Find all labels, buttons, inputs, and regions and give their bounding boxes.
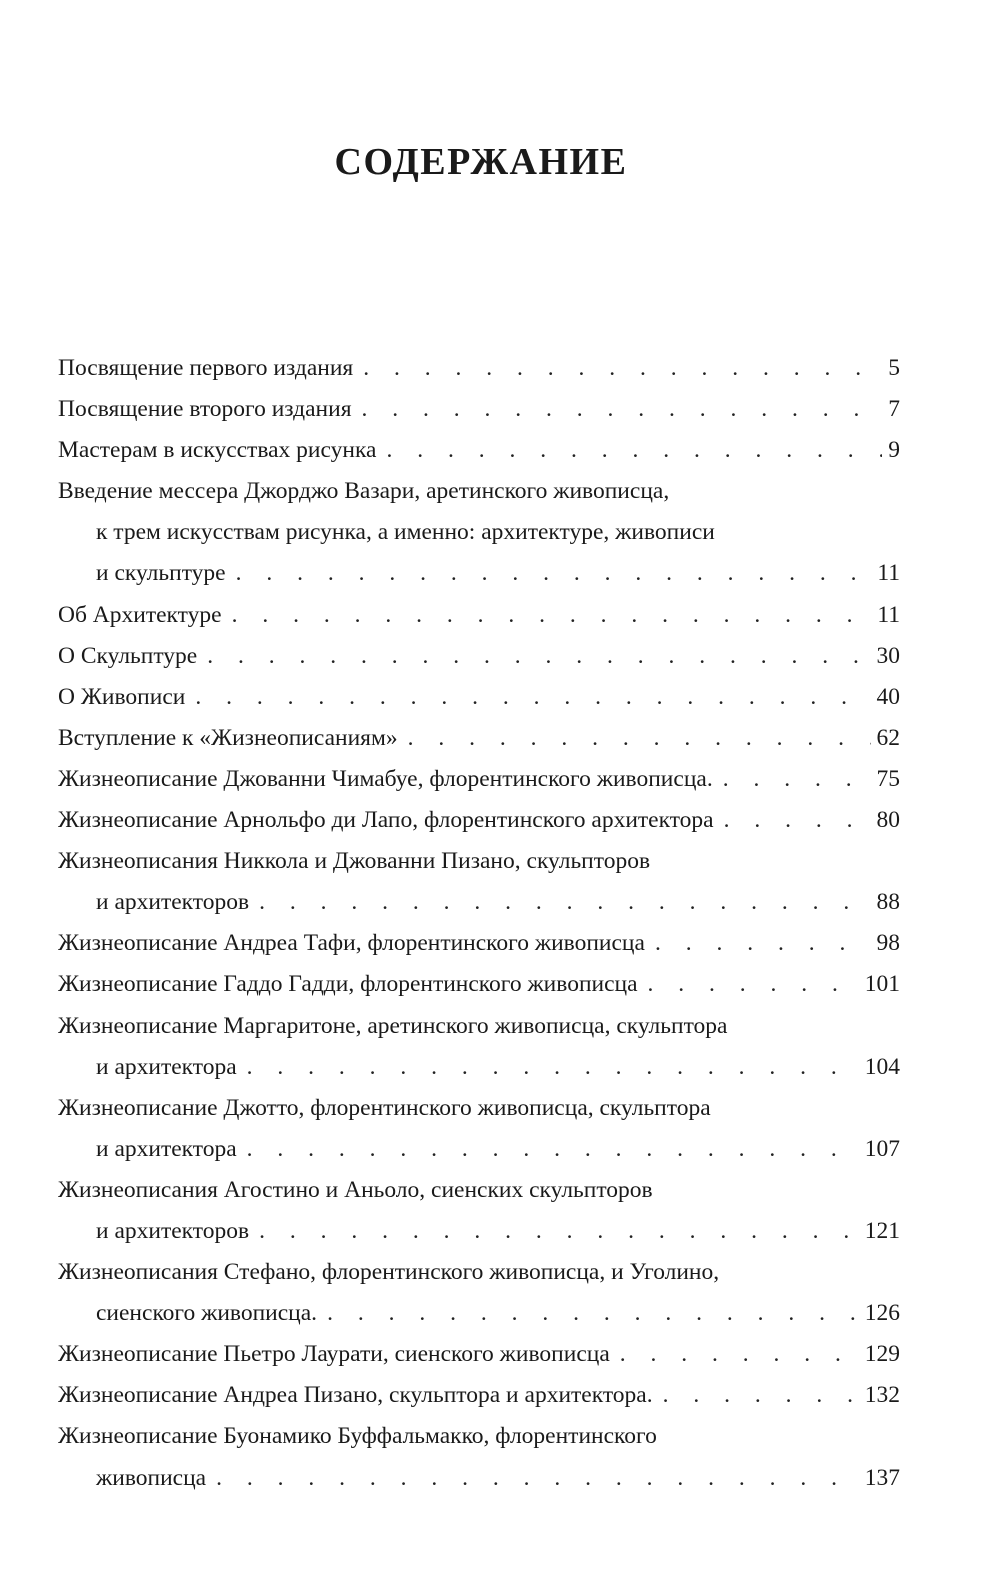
toc-entry-title: Об Архитектуре [58, 601, 222, 628]
toc-entry [58, 800, 900, 841]
toc-entry-line [58, 718, 900, 759]
toc-entry [58, 923, 900, 964]
toc-entry-title: и архитекторов [96, 889, 250, 916]
toc-entry-title: О Живописи [58, 683, 186, 710]
toc-page-number: 5 [888, 355, 900, 381]
toc-page-number: 7 [888, 396, 900, 423]
toc-entry-line [58, 1047, 900, 1088]
dot-leader [363, 348, 882, 389]
toc-page-number: 129 [864, 1341, 900, 1368]
toc-page-number: 107 [864, 1135, 900, 1162]
toc-entry-title: Жизнеописания Стефано, флорентинского живописца, и Уголино, [58, 1259, 720, 1286]
dot-leader [216, 1458, 859, 1499]
dot-leader [259, 882, 870, 923]
dot-leader [408, 718, 871, 759]
toc-entry-title: Жизнеописание Арнольфо ди Лапо, флорентинского архитектора [58, 807, 714, 834]
toc-entry-line [58, 553, 900, 594]
toc-entry-title: Жизнеописание Буонамико Буффальмакко, флорентинского [58, 1423, 657, 1450]
toc-entry-title: Жизнеописание Маргаритоне, аретинского живописца, скульптора [58, 1012, 728, 1039]
toc-entry-line [58, 1252, 900, 1293]
toc-entry [58, 677, 900, 718]
toc-entry [58, 1252, 900, 1334]
toc-entry-line [58, 759, 900, 800]
toc-entry-title: Мастерам в искусствах рисунка [58, 437, 377, 464]
dot-leader [648, 964, 859, 1005]
toc-page-number: 11 [877, 601, 900, 628]
toc-page-number: 88 [876, 889, 900, 916]
dot-leader [362, 389, 883, 430]
toc-page-number: 126 [864, 1300, 900, 1327]
toc-entry [58, 1006, 900, 1088]
toc-entry-title: и архитектора [96, 1053, 237, 1080]
toc-entry [58, 348, 900, 389]
dot-leader [327, 1293, 859, 1334]
toc-entry [58, 759, 900, 800]
toc-entry-line [58, 677, 900, 718]
toc-entry [58, 430, 900, 471]
toc-entry [58, 636, 900, 677]
toc-entry [58, 718, 900, 759]
dot-leader [620, 1334, 859, 1375]
toc-entry-title: Жизнеописание Андреа Тафи, флорентинского живописца [58, 930, 645, 957]
toc-entry-title: Жизнеописание Гаддо Гадди, флорентинского живописца [58, 971, 638, 998]
toc-entry-title: Введение мессера Джорджо Вазари, аретинского живописца, [58, 478, 670, 505]
toc-entry-line [58, 1170, 900, 1211]
dot-leader [259, 1211, 859, 1252]
toc-entry-title: и архитекторов [96, 1217, 250, 1244]
toc-entry-title: Жизнеописание Джованни Чимабуе, флорентинского живописца. [58, 765, 713, 792]
toc-entry-line [58, 471, 900, 512]
toc-page-number: 104 [864, 1053, 900, 1080]
toc-entry [58, 964, 900, 1005]
toc-entry-title: Вступление к «Жизнеописаниям» [58, 724, 398, 751]
dot-leader [663, 1375, 859, 1416]
toc-entry-title: сиенского живописца. [96, 1300, 318, 1327]
toc-entry-title: и архитектора [96, 1135, 237, 1162]
toc-entry-title: О Скульптуре [58, 642, 198, 669]
toc-entry-line [58, 636, 900, 677]
toc-page-number: 75 [876, 765, 900, 792]
dot-leader [236, 553, 872, 594]
toc-page-number: 121 [864, 1217, 900, 1244]
toc-entry-title: к трем искусствам рисунка, а именно: архитектуре, живописи [96, 519, 715, 546]
toc-page-number: 98 [876, 930, 900, 957]
toc-entry [58, 389, 900, 430]
dot-leader [247, 1047, 859, 1088]
toc-entry [58, 595, 900, 636]
toc-entry-line [58, 1129, 900, 1170]
toc-entry-title: Жизнеописание Джотто, флорентинского живописца, скульптора [58, 1094, 711, 1121]
toc-entry-title: Посвящение второго издания [58, 396, 352, 423]
toc-entry-title: живописца [96, 1464, 207, 1491]
toc-entry-line [58, 512, 900, 553]
dot-leader [247, 1129, 859, 1170]
toc-entry-line [58, 1088, 900, 1129]
toc-entry [58, 1088, 900, 1170]
toc-entry-title: Жизнеописания Агостино и Аньоло, сиенских скульпторов [58, 1176, 653, 1203]
toc-entry-title: Посвящение первого издания [58, 355, 354, 381]
toc-page-number: 132 [864, 1382, 900, 1409]
toc-entry-line [58, 1458, 900, 1499]
dot-leader [232, 595, 872, 636]
dot-leader [207, 636, 870, 677]
toc-entry [58, 1334, 900, 1375]
toc-page-number: 40 [876, 683, 900, 710]
toc-entry [58, 1416, 900, 1498]
toc-entry [58, 1170, 900, 1252]
dot-leader [195, 677, 870, 718]
toc-entry-line [58, 1211, 900, 1252]
toc-entry-line [58, 430, 900, 471]
toc-entry-line [58, 923, 900, 964]
toc-entry-line [58, 389, 900, 430]
toc-entry-title: и скульптуре [96, 560, 226, 587]
dot-leader [386, 430, 882, 471]
toc-page-number: 9 [888, 437, 900, 464]
toc-page-number: 101 [864, 971, 900, 998]
dot-leader [655, 923, 871, 964]
toc-entry [58, 1375, 900, 1416]
toc-page-number: 30 [876, 642, 900, 669]
toc-entry-line [58, 800, 900, 841]
dot-leader [723, 759, 871, 800]
toc-entry-line [58, 1375, 900, 1416]
toc-entry-line [58, 595, 900, 636]
toc-entry-line [58, 1293, 900, 1334]
dot-leader [724, 800, 871, 841]
toc-entry-line [58, 882, 900, 923]
table-of-contents [58, 348, 900, 1499]
page-title: СОДЕРЖАНИЕ [334, 141, 628, 183]
toc-entry-line [58, 1006, 900, 1047]
toc-entry-title: Жизнеописание Андреа Пизано, скульптора и архитектора. [58, 1382, 653, 1409]
toc-page-number: 62 [876, 724, 900, 751]
toc-entry-line [58, 841, 900, 882]
toc-entry-title: Жизнеописания Никкола и Джованни Пизано, скульпторов [58, 848, 651, 875]
toc-entry-title: Жизнеописание Пьетро Лаурати, сиенского живописца [58, 1341, 610, 1368]
toc-entry [58, 841, 900, 923]
toc-entry-line [58, 964, 900, 1005]
toc-entry-line [58, 1334, 900, 1375]
toc-page-number: 137 [864, 1464, 900, 1491]
toc-page-number: 80 [876, 807, 900, 834]
toc-entry-line [58, 1416, 900, 1457]
toc-entry [58, 471, 900, 594]
toc-entry-line [58, 348, 900, 389]
toc-page-number: 11 [877, 560, 900, 587]
